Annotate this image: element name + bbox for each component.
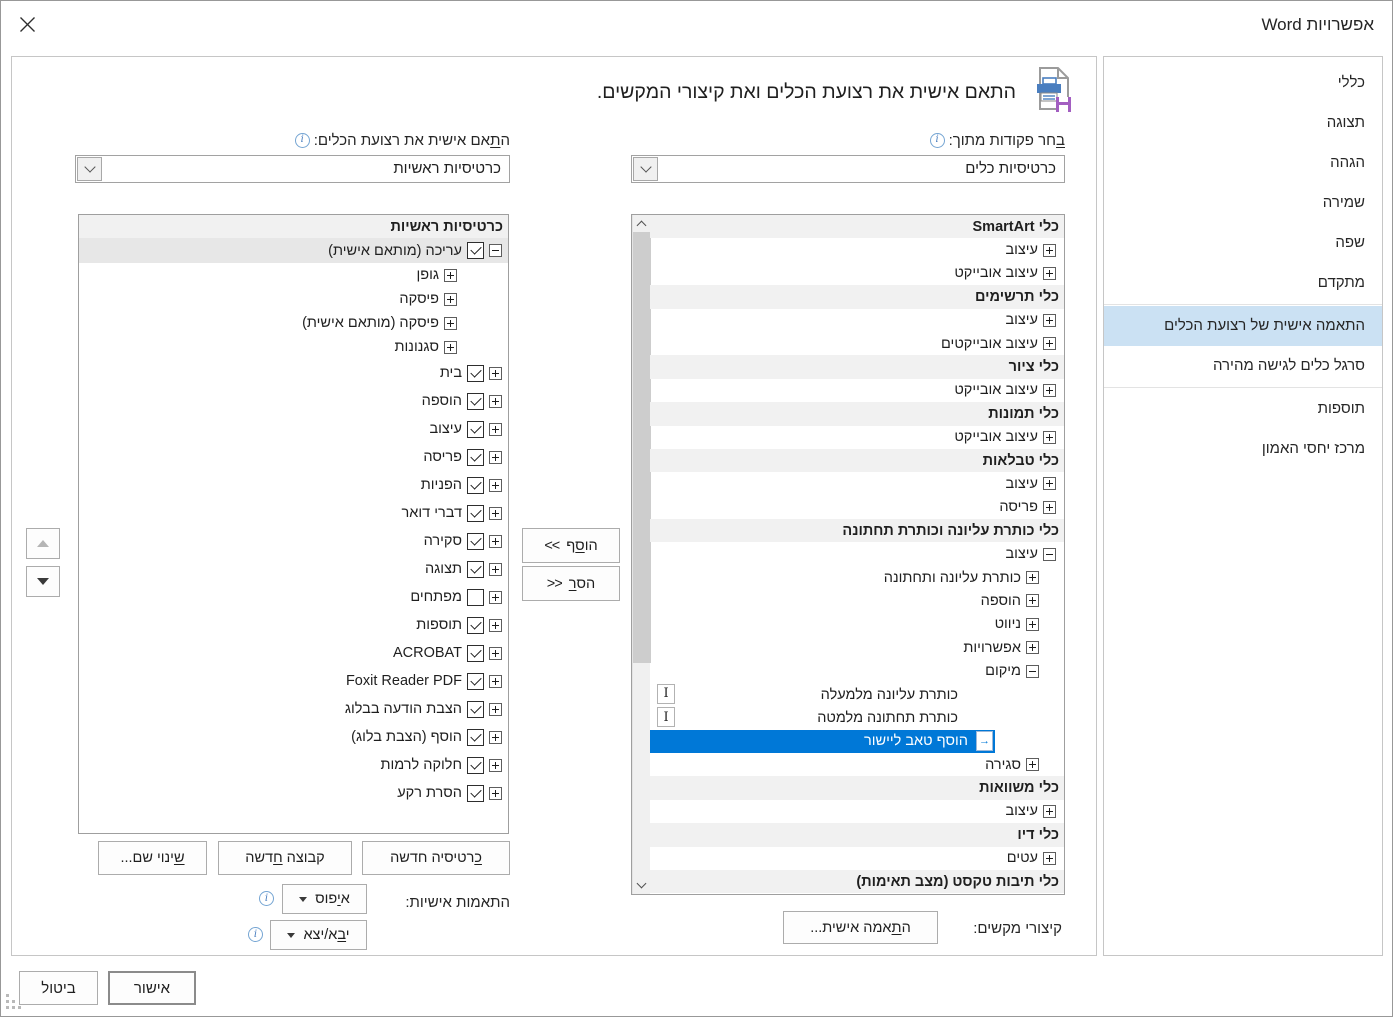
ribbon-dropdown-value: כרטיסיות ראשיות — [393, 160, 501, 177]
expand-plus-icon[interactable] — [1043, 337, 1056, 350]
chevron-down-icon — [84, 161, 95, 172]
ribbon-group-header: כרטיסיות ראשיות — [79, 215, 508, 238]
ribbon-tab-item[interactable]: דברי דואר — [79, 499, 508, 527]
move-up-button[interactable] — [26, 528, 60, 559]
command-item[interactable]: עיצוב — [650, 800, 1064, 823]
command-item[interactable]: סגירה — [650, 753, 1064, 776]
info-icon[interactable] — [295, 133, 310, 148]
import-export-dropdown-button[interactable]: יבא/יצא — [270, 920, 367, 950]
dropdown-arrow-button[interactable] — [633, 157, 658, 181]
command-item[interactable]: עיצוב אובייקט — [650, 262, 1064, 285]
command-item[interactable]: הוספה — [650, 589, 1064, 612]
caret-down-icon — [299, 897, 307, 902]
expand-plus-icon[interactable] — [489, 535, 502, 548]
checkbox-unchecked[interactable] — [467, 589, 484, 606]
commands-dropdown[interactable] — [631, 155, 1065, 183]
ribbon-tab-item[interactable]: מפתחים — [79, 583, 508, 611]
expand-plus-icon[interactable] — [1026, 594, 1039, 607]
command-item[interactable]: פריסה — [650, 496, 1064, 519]
checkbox-checked[interactable] — [467, 701, 484, 718]
sidebar-divider — [1104, 387, 1382, 388]
expand-plus-icon[interactable] — [1026, 571, 1039, 584]
customizations-label: התאמות אישיות: — [405, 893, 510, 911]
arrows-right-icon: >> — [546, 575, 562, 592]
triangle-up-icon — [37, 540, 49, 547]
expand-plus-icon[interactable] — [489, 759, 502, 772]
ribbon-group-item[interactable]: פיסקה (מותאם אישית) — [79, 311, 508, 335]
checkbox-checked[interactable] — [467, 561, 484, 578]
ribbon-tab-item[interactable]: הצבת הודעה בבלוג — [79, 695, 508, 723]
choose-commands-label: בחר פקודות מתוך: i — [930, 130, 1065, 150]
checkbox-checked[interactable] — [467, 617, 484, 634]
command-item[interactable]: עיצוב — [650, 472, 1064, 495]
expand-plus-icon[interactable] — [444, 269, 457, 282]
customize-keyboard-button[interactable]: התאמה אישית... — [783, 911, 938, 944]
expand-plus-icon[interactable] — [489, 423, 502, 436]
expand-plus-icon[interactable] — [1043, 477, 1056, 490]
caret-down-icon — [287, 933, 295, 938]
close-icon — [19, 16, 36, 33]
command-item[interactable]: עיצוב אובייקטים — [650, 332, 1064, 355]
expand-plus-icon[interactable] — [444, 341, 457, 354]
move-down-button[interactable] — [26, 566, 60, 597]
expand-plus-icon[interactable] — [1043, 431, 1056, 444]
checkbox-checked[interactable] — [467, 393, 484, 410]
ribbon-tab-item[interactable]: Foxit Reader PDF — [79, 667, 508, 695]
ok-button[interactable]: אישור — [108, 971, 196, 1005]
expand-plus-icon[interactable] — [489, 479, 502, 492]
expand-plus-icon[interactable] — [444, 293, 457, 306]
command-group-header: כלי טבלאות — [650, 449, 1064, 472]
command-group-header: כלי כותרת עליונה וכותרת תחתונה — [650, 519, 1064, 542]
ribbon-list — [78, 214, 509, 834]
ribbon-tab-item[interactable]: חלוקה לרמות — [79, 751, 508, 779]
add-button[interactable]: << הוסף — [522, 528, 620, 563]
expand-plus-icon[interactable] — [489, 647, 502, 660]
command-group-header: כלי תמונות — [650, 402, 1064, 425]
main-panel — [11, 56, 1097, 956]
expand-plus-icon[interactable] — [489, 675, 502, 688]
command-item[interactable]: עיצוב — [650, 309, 1064, 332]
ribbon-group-item[interactable]: פיסקה — [79, 287, 508, 311]
ribbon-tab-item[interactable]: עיצוב — [79, 415, 508, 443]
checkbox-checked[interactable] — [467, 757, 484, 774]
sidebar-item[interactable]: תוספות — [1317, 400, 1365, 417]
ribbon-tab-item[interactable]: הפניות — [79, 471, 508, 499]
ribbon-tab-item[interactable]: בית — [79, 359, 508, 387]
ribbon-tab-item[interactable]: הוסף (הצבת בלוג) — [79, 723, 508, 751]
expand-plus-icon[interactable] — [489, 731, 502, 744]
ribbon-tab-item[interactable]: פריסה — [79, 443, 508, 471]
expand-plus-icon[interactable] — [1043, 267, 1056, 280]
checkbox-checked[interactable] — [467, 673, 484, 690]
command-group-header: כלי דיו — [650, 823, 1064, 846]
customize-ribbon-icon — [1027, 66, 1073, 118]
close-button[interactable] — [16, 13, 38, 35]
expand-plus-icon[interactable] — [1043, 314, 1056, 327]
info-icon[interactable] — [930, 133, 945, 148]
expand-plus-icon[interactable] — [1043, 244, 1056, 257]
expand-plus-icon[interactable] — [1026, 641, 1039, 654]
ribbon-tab-item[interactable]: עריכה (מותאם אישית) — [79, 238, 508, 263]
command-item-selected[interactable]: → הוסף טאב ליישור — [650, 730, 1064, 753]
remove-button[interactable]: >> הסר — [522, 566, 620, 601]
sidebar-item[interactable]: הגהה — [1330, 154, 1365, 171]
scrollbar-thumb[interactable] — [633, 232, 651, 663]
keyboard-shortcuts-label: קיצורי מקשים: — [973, 919, 1062, 937]
add-tab-icon — [976, 731, 993, 751]
expand-plus-icon[interactable] — [489, 787, 502, 800]
expand-plus-icon[interactable] — [1043, 852, 1056, 865]
expand-plus-icon[interactable] — [1043, 501, 1056, 514]
chevron-down-icon — [640, 161, 651, 172]
page-title: התאם אישית את רצועת הכלים ואת קיצורי המקשים. — [596, 81, 1016, 103]
ribbon-tab-item[interactable]: הוספה — [79, 387, 508, 415]
checkbox-checked[interactable] — [467, 421, 484, 438]
checkbox-checked[interactable] — [467, 505, 484, 522]
resize-grip[interactable] — [6, 1006, 9, 1009]
cancel-button[interactable]: ביטול — [19, 971, 98, 1005]
ribbon-tab-item[interactable]: הסרת רקע — [79, 779, 508, 807]
customize-ribbon-label: התאם אישית את רצועת הכלים: i — [295, 130, 510, 150]
sidebar-item[interactable]: תצוגה — [1326, 114, 1365, 131]
command-item[interactable]: עיצוב — [650, 542, 1064, 565]
expand-plus-icon[interactable] — [1043, 384, 1056, 397]
command-item[interactable]: כותרת תחתונה מלמטה I — [650, 706, 1064, 729]
scroll-down-button[interactable] — [633, 877, 651, 894]
sidebar-item[interactable]: שפה — [1335, 234, 1365, 251]
expand-plus-icon[interactable] — [1026, 758, 1039, 771]
expand-plus-icon[interactable] — [489, 703, 502, 716]
triangle-down-icon — [37, 578, 49, 585]
command-group-header: כלי תרשימים — [650, 285, 1064, 308]
expand-plus-icon[interactable] — [489, 563, 502, 576]
sidebar-item[interactable]: סרגל כלים לגישה מהירה — [1212, 357, 1365, 374]
command-group-header: כלי משוואות — [650, 776, 1064, 799]
dialog-title: אפשרויות Word — [1261, 15, 1374, 34]
rename-button[interactable]: שינוי שם... — [98, 841, 207, 875]
expand-plus-icon[interactable] — [489, 619, 502, 632]
checkbox-checked[interactable] — [467, 729, 484, 746]
checkbox-checked[interactable] — [467, 449, 484, 466]
new-group-button[interactable]: קבוצה חדשה — [218, 841, 352, 875]
arrows-left-icon: << — [544, 537, 560, 554]
command-group-header: כלי תיבות טקסט (מצב תאימות) — [650, 870, 1064, 893]
expand-plus-icon[interactable] — [1043, 805, 1056, 818]
checkbox-checked[interactable] — [467, 242, 484, 259]
command-group-header: כלי ציור — [650, 355, 1064, 378]
commands-list-rows — [650, 215, 1064, 894]
commands-dropdown-value: כרטיסיות כלים — [965, 160, 1056, 177]
info-icon[interactable] — [259, 891, 274, 906]
command-item[interactable]: אפשרויות — [650, 636, 1064, 659]
chevron-up-icon — [637, 221, 647, 231]
expand-plus-icon[interactable] — [1026, 618, 1039, 631]
command-item[interactable]: כותרת עליונה מלמעלה I — [650, 683, 1064, 706]
collapse-minus-icon[interactable] — [1043, 548, 1056, 561]
info-icon[interactable] — [248, 927, 263, 942]
commands-list — [631, 214, 1065, 895]
expand-plus-icon[interactable] — [489, 395, 502, 408]
command-item[interactable]: עיצוב אובייקט — [650, 379, 1064, 402]
edit-box-icon — [657, 707, 675, 727]
expand-plus-icon[interactable] — [489, 367, 502, 380]
expand-plus-icon[interactable] — [489, 591, 502, 604]
command-item[interactable]: כותרת עליונה ותחתונה — [650, 566, 1064, 589]
sidebar-divider — [1104, 304, 1382, 305]
command-item[interactable]: ניווט — [650, 613, 1064, 636]
command-item[interactable]: מיקום — [650, 659, 1064, 682]
sidebar-item[interactable]: כללי — [1337, 74, 1365, 91]
edit-box-icon — [657, 684, 675, 704]
ribbon-tab-item[interactable]: סקירה — [79, 527, 508, 555]
sidebar-item[interactable]: התאמה אישית של רצועת הכלים — [1104, 306, 1382, 346]
command-item[interactable]: עיצוב — [650, 238, 1064, 261]
checkbox-checked[interactable] — [467, 477, 484, 494]
reset-dropdown-button[interactable]: איפוס — [282, 884, 367, 914]
command-item[interactable]: עטים — [650, 847, 1064, 870]
chevron-down-icon — [637, 879, 647, 889]
expand-plus-icon[interactable] — [489, 507, 502, 520]
sidebar-nav — [1103, 56, 1383, 956]
ribbon-group-item[interactable]: סגנונות — [79, 335, 508, 359]
ribbon-tab-item[interactable]: תצוגה — [79, 555, 508, 583]
checkbox-checked[interactable] — [467, 785, 484, 802]
collapse-minus-icon[interactable] — [1026, 665, 1039, 678]
scroll-up-button[interactable] — [633, 215, 651, 232]
checkbox-checked[interactable] — [467, 365, 484, 382]
sidebar-item[interactable]: מתקדם — [1317, 274, 1365, 291]
command-group-header: כלי SmartArt — [650, 215, 1064, 238]
collapse-minus-icon[interactable] — [489, 244, 502, 257]
commands-scrollbar — [632, 215, 650, 894]
dropdown-arrow-button[interactable] — [77, 157, 102, 181]
ribbon-tab-item[interactable]: תוספות — [79, 611, 508, 639]
sidebar-item[interactable]: מרכז יחסי האמון — [1261, 440, 1365, 457]
command-item[interactable]: עיצוב אובייקט — [650, 426, 1064, 449]
expand-plus-icon[interactable] — [489, 451, 502, 464]
checkbox-checked[interactable] — [467, 645, 484, 662]
new-tab-button[interactable]: כרטיסיה חדשה — [362, 841, 510, 875]
sidebar-item[interactable]: שמירה — [1322, 194, 1365, 211]
ribbon-dropdown[interactable] — [75, 155, 510, 183]
ribbon-group-item[interactable]: גופן — [79, 263, 508, 287]
expand-plus-icon[interactable] — [444, 317, 457, 330]
checkbox-checked[interactable] — [467, 533, 484, 550]
ribbon-tab-item[interactable]: ACROBAT — [79, 639, 508, 667]
